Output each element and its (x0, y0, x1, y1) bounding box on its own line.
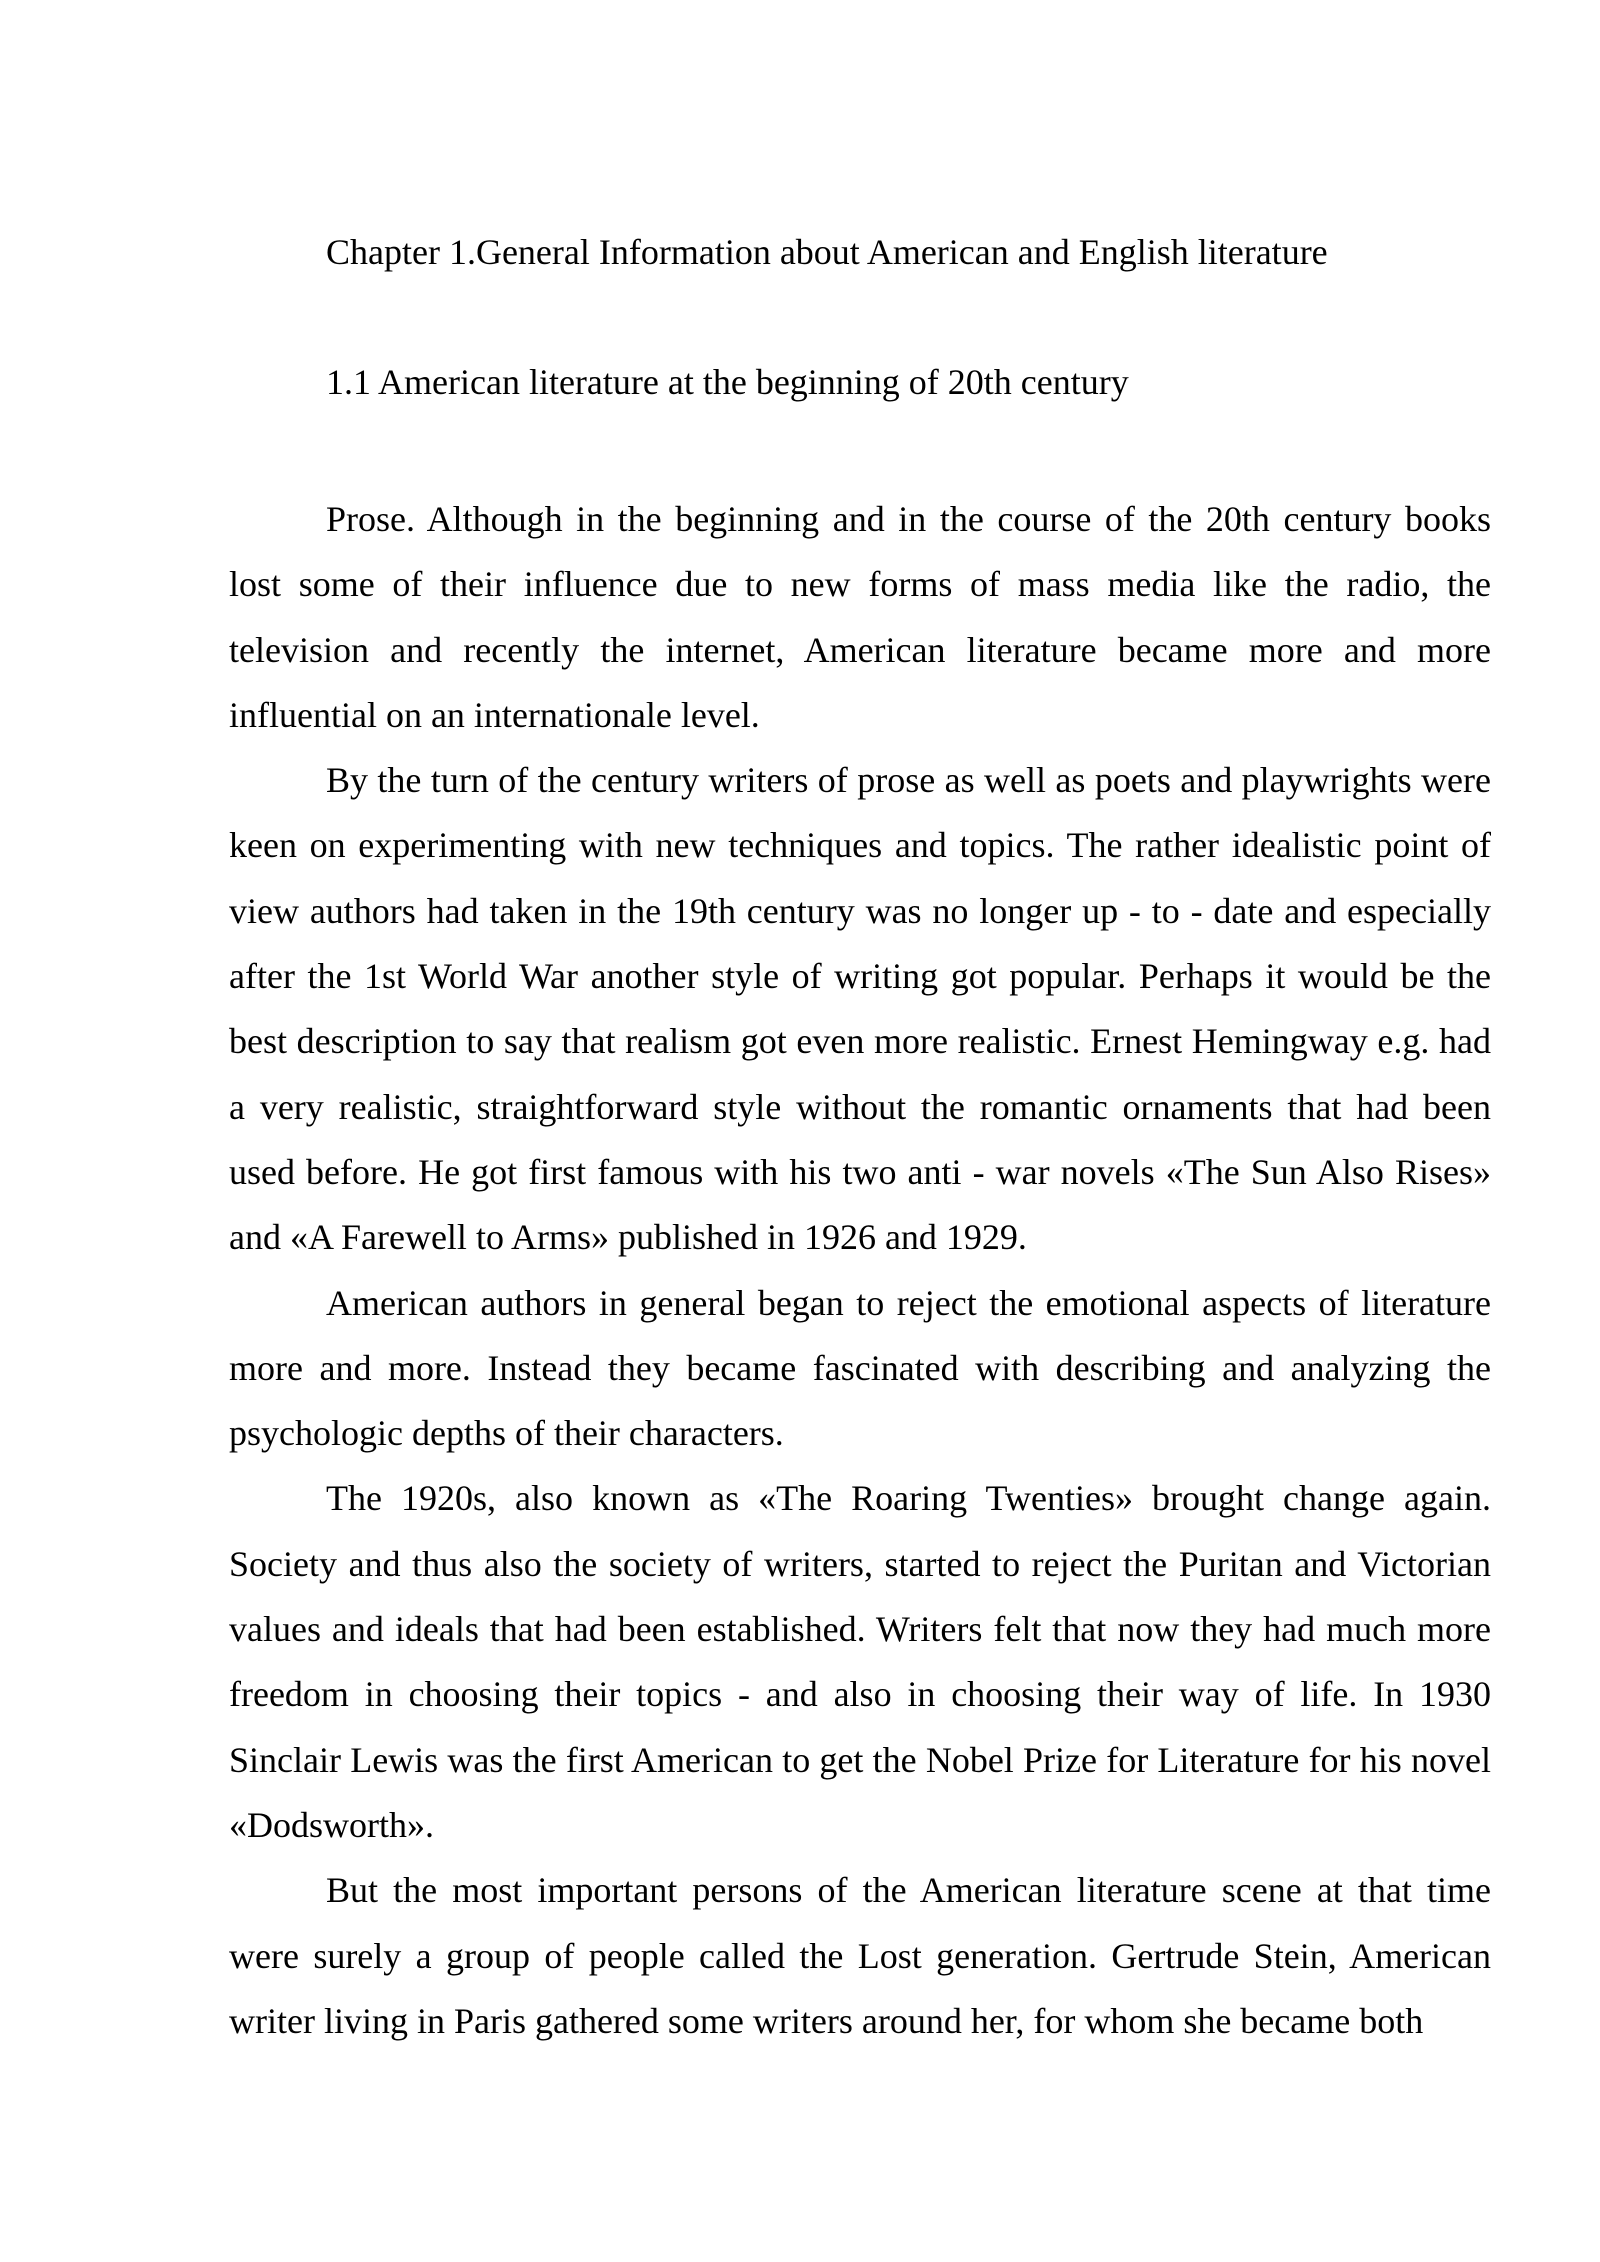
paragraph-american-authors: American authors in general began to reject the emotional aspects of literature more and more. Instead they became fascinated with describing and analyzing the psychologic depths of their characters. (229, 1282, 1491, 1454)
paragraph-prose: Prose. Although in the beginning and in the course of the 20th century books lost some of their influence due to new forms of mass media like the radio, the television and recently the internet, American literature became more and more influential on an internationale level. (229, 499, 1491, 735)
paragraph-lost-generation: But the most important persons of the American literature scene at that time were surely a group of people called the Lost generation. Gertrude Stein, American writer living in Paris gathered some writers around her, for whom she became both (229, 1870, 1491, 2041)
paragraph-roaring-twenties: The 1920s, also known as «The Roaring Twenties» brought change again. Society and thus also the society of writers, started to reject the Puritan and Victorian values and ideals that had been established. Writers felt that now they had much more freedom in choosing their topics - and also in choosing their way of life. In 1930 Sinclair Lewis was the first American to get the Nobel Prize for Literature for his novel «Dodsworth». (229, 1478, 1491, 1845)
body-text (229, 487, 1491, 2054)
paragraph-turn-of-century: By the turn of the century writers of prose as well as poets and playwrights were keen on experimenting with new techniques and topics. The rather idealistic point of view authors had taken in the 19th century was no longer up - to - date and especially after the 1st World War another style of writing got popular. Perhaps it would be the best description to say that realism got even more realistic. Ernest Hemingway e.g. had a very realistic, straightforward style without the romantic ornaments that had been used before. He got first famous with his two anti - war novels «The Sun Also Rises» and «A Farewell to Arms» published in 1926 and 1929. (229, 760, 1491, 1258)
chapter-title: Chapter 1.General Information about American and English literature (326, 232, 1328, 272)
section-title: 1.1 American literature at the beginning of 20th century (326, 362, 1129, 402)
